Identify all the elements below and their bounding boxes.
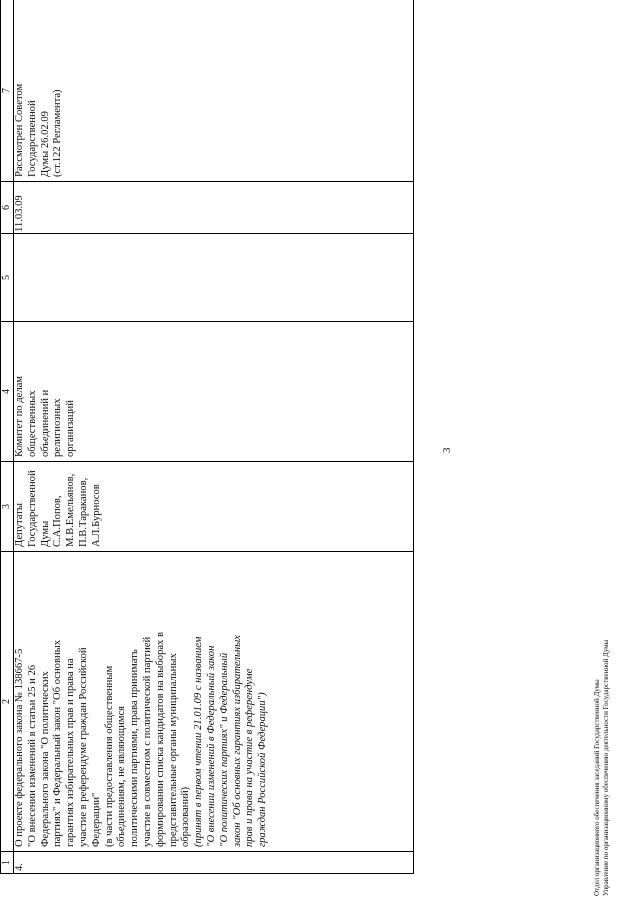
status-cell (14, 0, 414, 182)
author-line: Государственной (26, 470, 38, 547)
author-line: С.А.Попов, (52, 495, 64, 547)
author-line: М.В.Емельянов, (65, 473, 77, 547)
description-line: политическими партиями, права принимать (129, 649, 141, 847)
description-line: объединениям, не являющимся (116, 705, 128, 847)
description-line: участие в совместном с политической партией (141, 636, 153, 847)
status-line: Рассмотрен Советом (14, 83, 25, 177)
committee-line: Комитет по делам (14, 375, 25, 457)
author-line: Думы (39, 520, 51, 547)
header-col-7: 7 (1, 0, 14, 182)
author-line: А.Л.Бурносов (90, 484, 102, 547)
description-line: О проекте федерального закона № 138667-5 (14, 648, 25, 847)
status-line: (ст.122 Регламента) (52, 89, 64, 177)
first-reading-note-line: "О политических партиях" и Федеральный (218, 652, 230, 847)
description-line: (в части предоставления общественным (103, 665, 115, 847)
authors-cell (14, 462, 414, 552)
description-line: образований) (180, 786, 192, 847)
description-line: партиях" и Федеральный закон "Об основных (52, 639, 64, 847)
first-reading-note-line: граждан Российской Федерации") (257, 692, 269, 847)
header-col-1: 1 (1, 852, 14, 874)
status-line: Государственной (26, 100, 38, 177)
footer-line-1: Отдел организационного обеспечения заседаний Государственной Думы (593, 679, 601, 896)
description-line: Федерального закона "О политических (39, 671, 51, 847)
description-line: формировании списка кандидатов на выборах в (154, 631, 166, 847)
committee-cell (14, 322, 414, 462)
date-cell: 11.03.09 (14, 182, 414, 234)
status-line: Думы 26.02.09 (39, 111, 51, 177)
first-reading-note-line: закон "Об основных гарантиях избирательных (231, 635, 243, 847)
description-line: гарантиях избирательных прав и права на (65, 658, 77, 847)
header-col-4: 4 (1, 322, 14, 462)
page-number: 3 (441, 447, 453, 453)
description-line: Федерации" (90, 792, 102, 847)
footer-line-2: Управление по организационному обеспечению деятельности Государственной Думы (602, 639, 610, 896)
header-col-5: 5 (1, 234, 14, 322)
header-col-3: 3 (1, 462, 14, 552)
header-col-2: 2 (1, 552, 14, 852)
footer (593, 640, 611, 896)
author-line: Депутаты (14, 503, 25, 547)
committee-line: организаций (65, 400, 77, 457)
first-reading-note-line: "О внесении изменений в Федеральный закон (205, 645, 217, 847)
row-number: 4. (14, 852, 414, 874)
author-line: П.В.Тараканов, (77, 477, 89, 547)
table-row (14, 0, 414, 874)
first-reading-note-line: прав и права на участие в референдуме (244, 668, 256, 847)
committee-line: религиозных (52, 398, 64, 457)
committee-line: объединений и (39, 389, 51, 457)
description-line: представительные органы муниципальных (167, 653, 179, 847)
header-col-6: 6 (1, 182, 14, 234)
description-line: участие в референдуме граждан Российской (77, 647, 89, 847)
empty-cell (14, 234, 414, 322)
table-header-row (1, 0, 14, 874)
description-line: "О внесении изменений в статьи 25 и 26 (26, 664, 38, 847)
first-reading-note-line: (принят в первом чтении 21.01.09 с названием (193, 636, 205, 847)
committee-line: общественных (26, 390, 38, 457)
bill-description (14, 552, 414, 852)
